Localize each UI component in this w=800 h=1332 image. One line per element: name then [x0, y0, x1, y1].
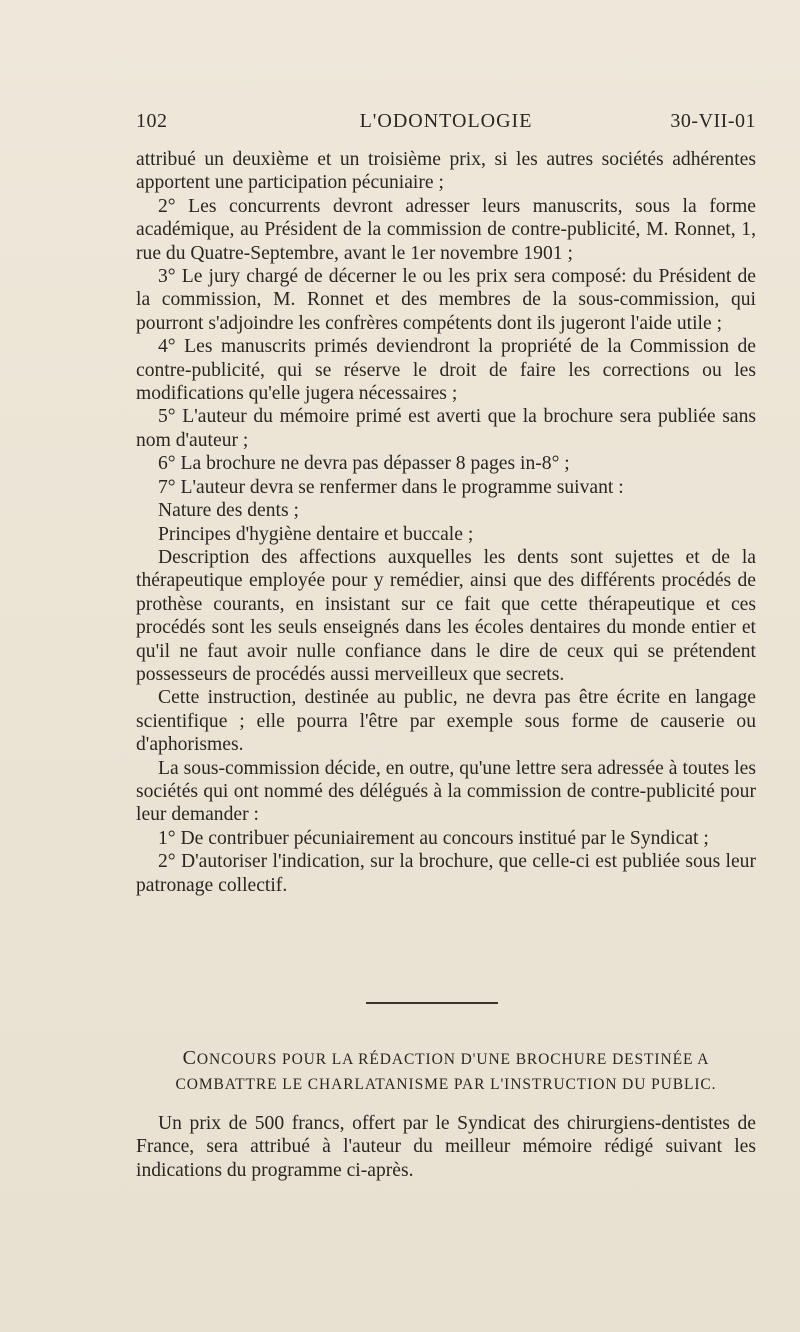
paragraph-item-5: 5° L'auteur du mémoire primé est averti que la brochure sera publiée sans nom d'auteur ;: [136, 406, 756, 451]
section-paragraph: Un prix de 500 francs, offert par le Syndicat des chirurgiens-dentistes de France, sera attribué à l'auteur du meilleur mémoire rédigé suivant les indications du programme ci-après.: [136, 1113, 756, 1181]
running-header: [136, 110, 756, 140]
journal-title: L'ODONTOLOGIE: [359, 110, 533, 132]
paragraph-item-7: 7° L'auteur devra se renfermer dans le programme suivant :: [158, 476, 624, 498]
program-hygiene: Principes d'hygiène dentaire et buccale ;: [158, 523, 474, 545]
main-text: [136, 148, 756, 897]
section-heading-initial: C: [182, 1047, 197, 1069]
paragraph-instruction: Cette instruction, destinée au public, ne devra pas être écrite en langage scientifique ; elle pourra l'être par exemple sous forme de causerie ou d'aphorismes.: [136, 687, 756, 756]
paragraph-item-2: 2° Les concurrents devront adresser leurs manuscrits, sous la forme académique, au Président de la commission de contre-publicité, M. Ronnet, 1, rue du Quatre-Septembre, avant le 1er novembre 1901 ;: [136, 195, 756, 264]
section-heading: [136, 1046, 756, 1097]
request-item-2: 2° D'autoriser l'indication, sur la brochure, que celle-ci est publiée sous leur patronage collectif.: [136, 851, 756, 896]
program-nature: Nature des dents ;: [158, 500, 299, 522]
paragraph-item-6: 6° La brochure ne devra pas dépasser 8 pages in-8° ;: [158, 453, 570, 475]
paragraph-continuation: attribué un deuxième et un troisième prix, si les autres sociétés adhérentes apportent une participation pécuniaire ;: [136, 149, 756, 194]
paragraph-item-4: 4° Les manuscrits primés deviendront la propriété de la Commission de contre-publicité, qui se réserve le droit de faire les corrections ou les modifications qu'elle jugera nécessaires ;: [136, 336, 756, 405]
program-description: Description des affections auxquelles les dents sont sujettes et de la thérapeutique employée pour y remédier, ainsi que des différents procédés de prothèse courants, en insistant sur ce fait que cette thérapeutique et ces procédés sont les seuls enseignés dans les écoles dentaires du monde entier et qu'il ne faut avoir nulle confiance dans le dire de ceux qui se prétendent possesseurs de procédés aussi merveilleux que secrets.: [136, 546, 756, 685]
request-item-1: 1° De contribuer pécuniairement au concours institué par le Syndicat ;: [158, 827, 709, 849]
section-heading-text: ONCOURS POUR LA RÉDACTION D'UNE BROCHURE DESTINÉE A COMBATTRE LE CHARLATANISME PAR L'INSTRUCTION DU PUBLIC.: [175, 1051, 717, 1093]
issue-date: 30-VII-01: [670, 110, 756, 132]
paragraph-sous-commission: La sous-commission décide, en outre, qu'une lettre sera adressée à toutes les sociétés qui ont nommé des délégués à la commission de contre-publicité pour leur demander :: [136, 757, 756, 826]
section-body: [136, 1112, 756, 1182]
paragraph-item-3: 3° Le jury chargé de décerner le ou les prix sera composé: du Président de la commission, M. Ronnet et des membres de la sous-commission, qui pourront s'adjoindre les confrères compétents dont ils jugeront l'aide utile ;: [136, 266, 756, 334]
page-number: 102: [136, 110, 168, 132]
section-divider: [366, 1002, 498, 1004]
